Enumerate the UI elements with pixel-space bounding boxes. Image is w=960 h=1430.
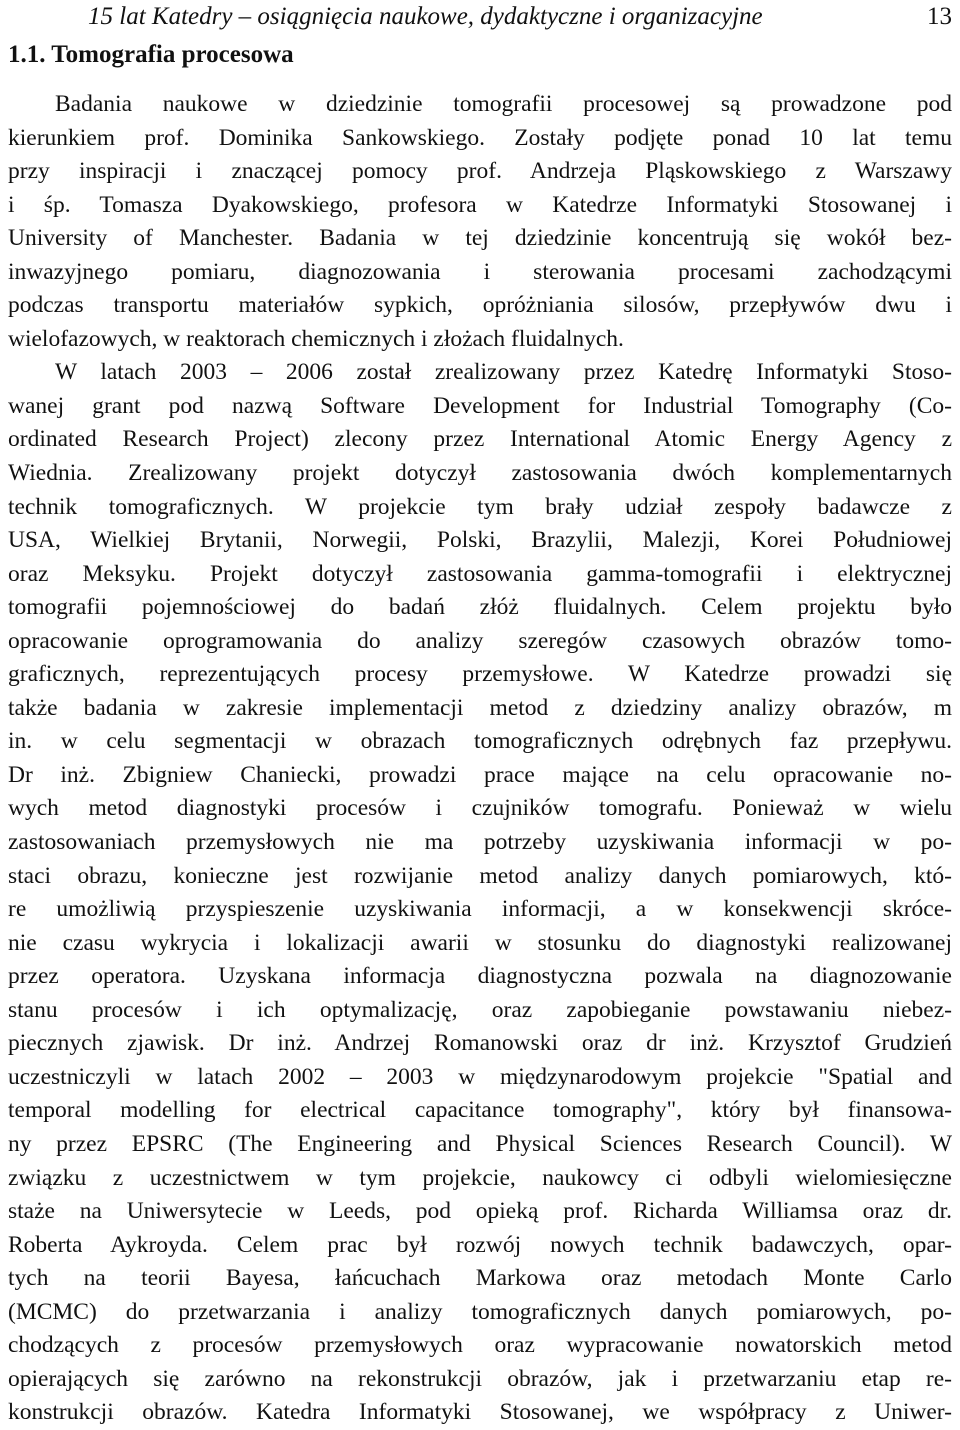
text-line: University of Manchester. Badania w tej dziedzinie koncentrują się wokół bez- [8,225,952,252]
text-line: ny przez EPSRC (The Engineering and Physical Sciences Research Council). W [8,1130,952,1157]
text-line: piecznych zjawisk. Dr inż. Andrzej Romanowski oraz dr inż. Krzysztof Grudzień [8,1030,952,1057]
text-line: USA, Wielkiej Brytanii, Norwegii, Polski, Brazylii, Malezji, Korei Południowej [8,527,952,554]
text-line: staci obrazu, konieczne jest rozwijanie metod analizy danych pomiarowych, któ- [8,862,952,889]
text-line: ordinated Research Project) zlecony przez International Atomic Energy Agency z [8,426,952,453]
text-line: nie czasu wykrycia i lokalizacji awarii w stosunku do diagnostyki realizowanej [8,929,952,956]
text-line: przy inspiracji i znaczącej pomocy prof. Andrzeja Pląskowskiego z Warszawy [8,158,952,185]
text-line: wanej grant pod nazwą Software Development for Industrial Tomography (Co- [8,392,952,419]
text-line: uczestniczyli w latach 2002 – 2003 w międzynarodowym projekcie "Spatial and [8,1063,952,1090]
text-line: tomografii pojemnościowej do badań złóż fluidalnych. Celem projektu było [8,594,952,621]
text-line: kierunkiem prof. Dominika Sankowskiego. Zostały podjęte ponad 10 lat temu [8,124,952,151]
text-line: oraz Meksyku. Projekt dotyczył zastosowania gamma-tomografii i elektrycznej [8,560,952,587]
text-line: inwazyjnego pomiaru, diagnozowania i sterowania procesami zachodzącymi [8,258,952,285]
text-line: technik tomograficznych. W projekcie tym brały udział zespoły badawcze z [8,493,952,520]
text-line: opierających się zarówno na rekonstrukcji obrazów, jak i przetwarzaniu etap re- [8,1365,952,1392]
text-line: Roberta Aykroyda. Celem prac był rozwój nowych technik badawczych, opar- [8,1231,952,1258]
text-line: i śp. Tomasza Dyakowskiego, profesora w Katedrze Informatyki Stosowanej i [8,191,952,218]
text-line: Dr inż. Zbigniew Chaniecki, prowadzi prace mające na celu opracowanie no- [8,761,952,788]
text-line: graficznych, reprezentujących procesy przemysłowe. W Katedrze prowadzi się [8,661,952,688]
text-line: konstrukcji obrazów. Katedra Informatyki Stosowanej, we współpracy z Uniwer- [8,1399,952,1426]
text-line: Wiednia. Zrealizowany projekt dotyczył zastosowania dwóch komplementarnych [8,460,952,487]
text-line: in. w celu segmentacji w obrazach tomograficznych odrębnych faz przepływu. [8,728,952,755]
text-line: także badania w zakresie implementacji metod z dziedziny analizy obrazów, m [8,694,952,721]
text-line: wych metod diagnostyki procesów i czujników tomografu. Ponieważ w wielu [8,795,952,822]
section-heading: 1.1. Tomografia procesowa [8,41,294,68]
text-line: temporal modelling for electrical capacitance tomography", który był finansowa- [8,1097,952,1124]
running-header [88,0,954,36]
text-line: Badania naukowe w dziedzinie tomografii procesowej są prowadzone pod [55,91,952,117]
page-number: 13 [927,3,952,30]
text-line: chodzących z procesów przemysłowych oraz wypracowanie nowatorskich metod [8,1332,952,1359]
text-line: podczas transportu materiałów sypkich, opróżniania silosów, przepływów dwu i [8,292,952,319]
text-line: staże na Uniwersytecie w Leeds, pod opieką prof. Richarda Williamsa oraz dr. [8,1198,952,1225]
text-line: wielofazowych, w reaktorach chemicznych i złożach fluidalnych. [8,325,624,352]
text-line: (MCMC) do przetwarzania i analizy tomograficznych danych pomiarowych, po- [8,1298,952,1325]
text-line: związku z uczestnictwem w tym projekcie, naukowcy ci odbyli wielomiesięczne [8,1164,952,1191]
text-line: opracowanie oprogramowania do analizy szeregów czasowych obrazów tomo- [8,627,952,654]
text-line: tych na teorii Bayesa, łańcuchach Markowa oraz metodach Monte Carlo [8,1265,952,1292]
text-line: stanu procesów i ich optymalizację, oraz zapobieganie powstawaniu niebez- [8,996,952,1023]
text-line: re umożliwią przyspieszenie uzyskiwania informacji, a w konsekwencji skróce- [8,896,952,923]
text-line: zastosowaniach przemysłowych nie ma potrzeby uzyskiwania informacji w po- [8,829,952,856]
text-line: przez operatora. Uzyskana informacja diagnostyczna pozwala na diagnozowanie [8,963,952,990]
text-line: W latach 2003 – 2006 został zrealizowany przez Katedrę Informatyki Stoso- [55,359,952,386]
body-text [8,88,952,1430]
running-title: 15 lat Katedry – osiągnięcia naukowe, dydaktyczne i organizacyjne [88,3,763,30]
